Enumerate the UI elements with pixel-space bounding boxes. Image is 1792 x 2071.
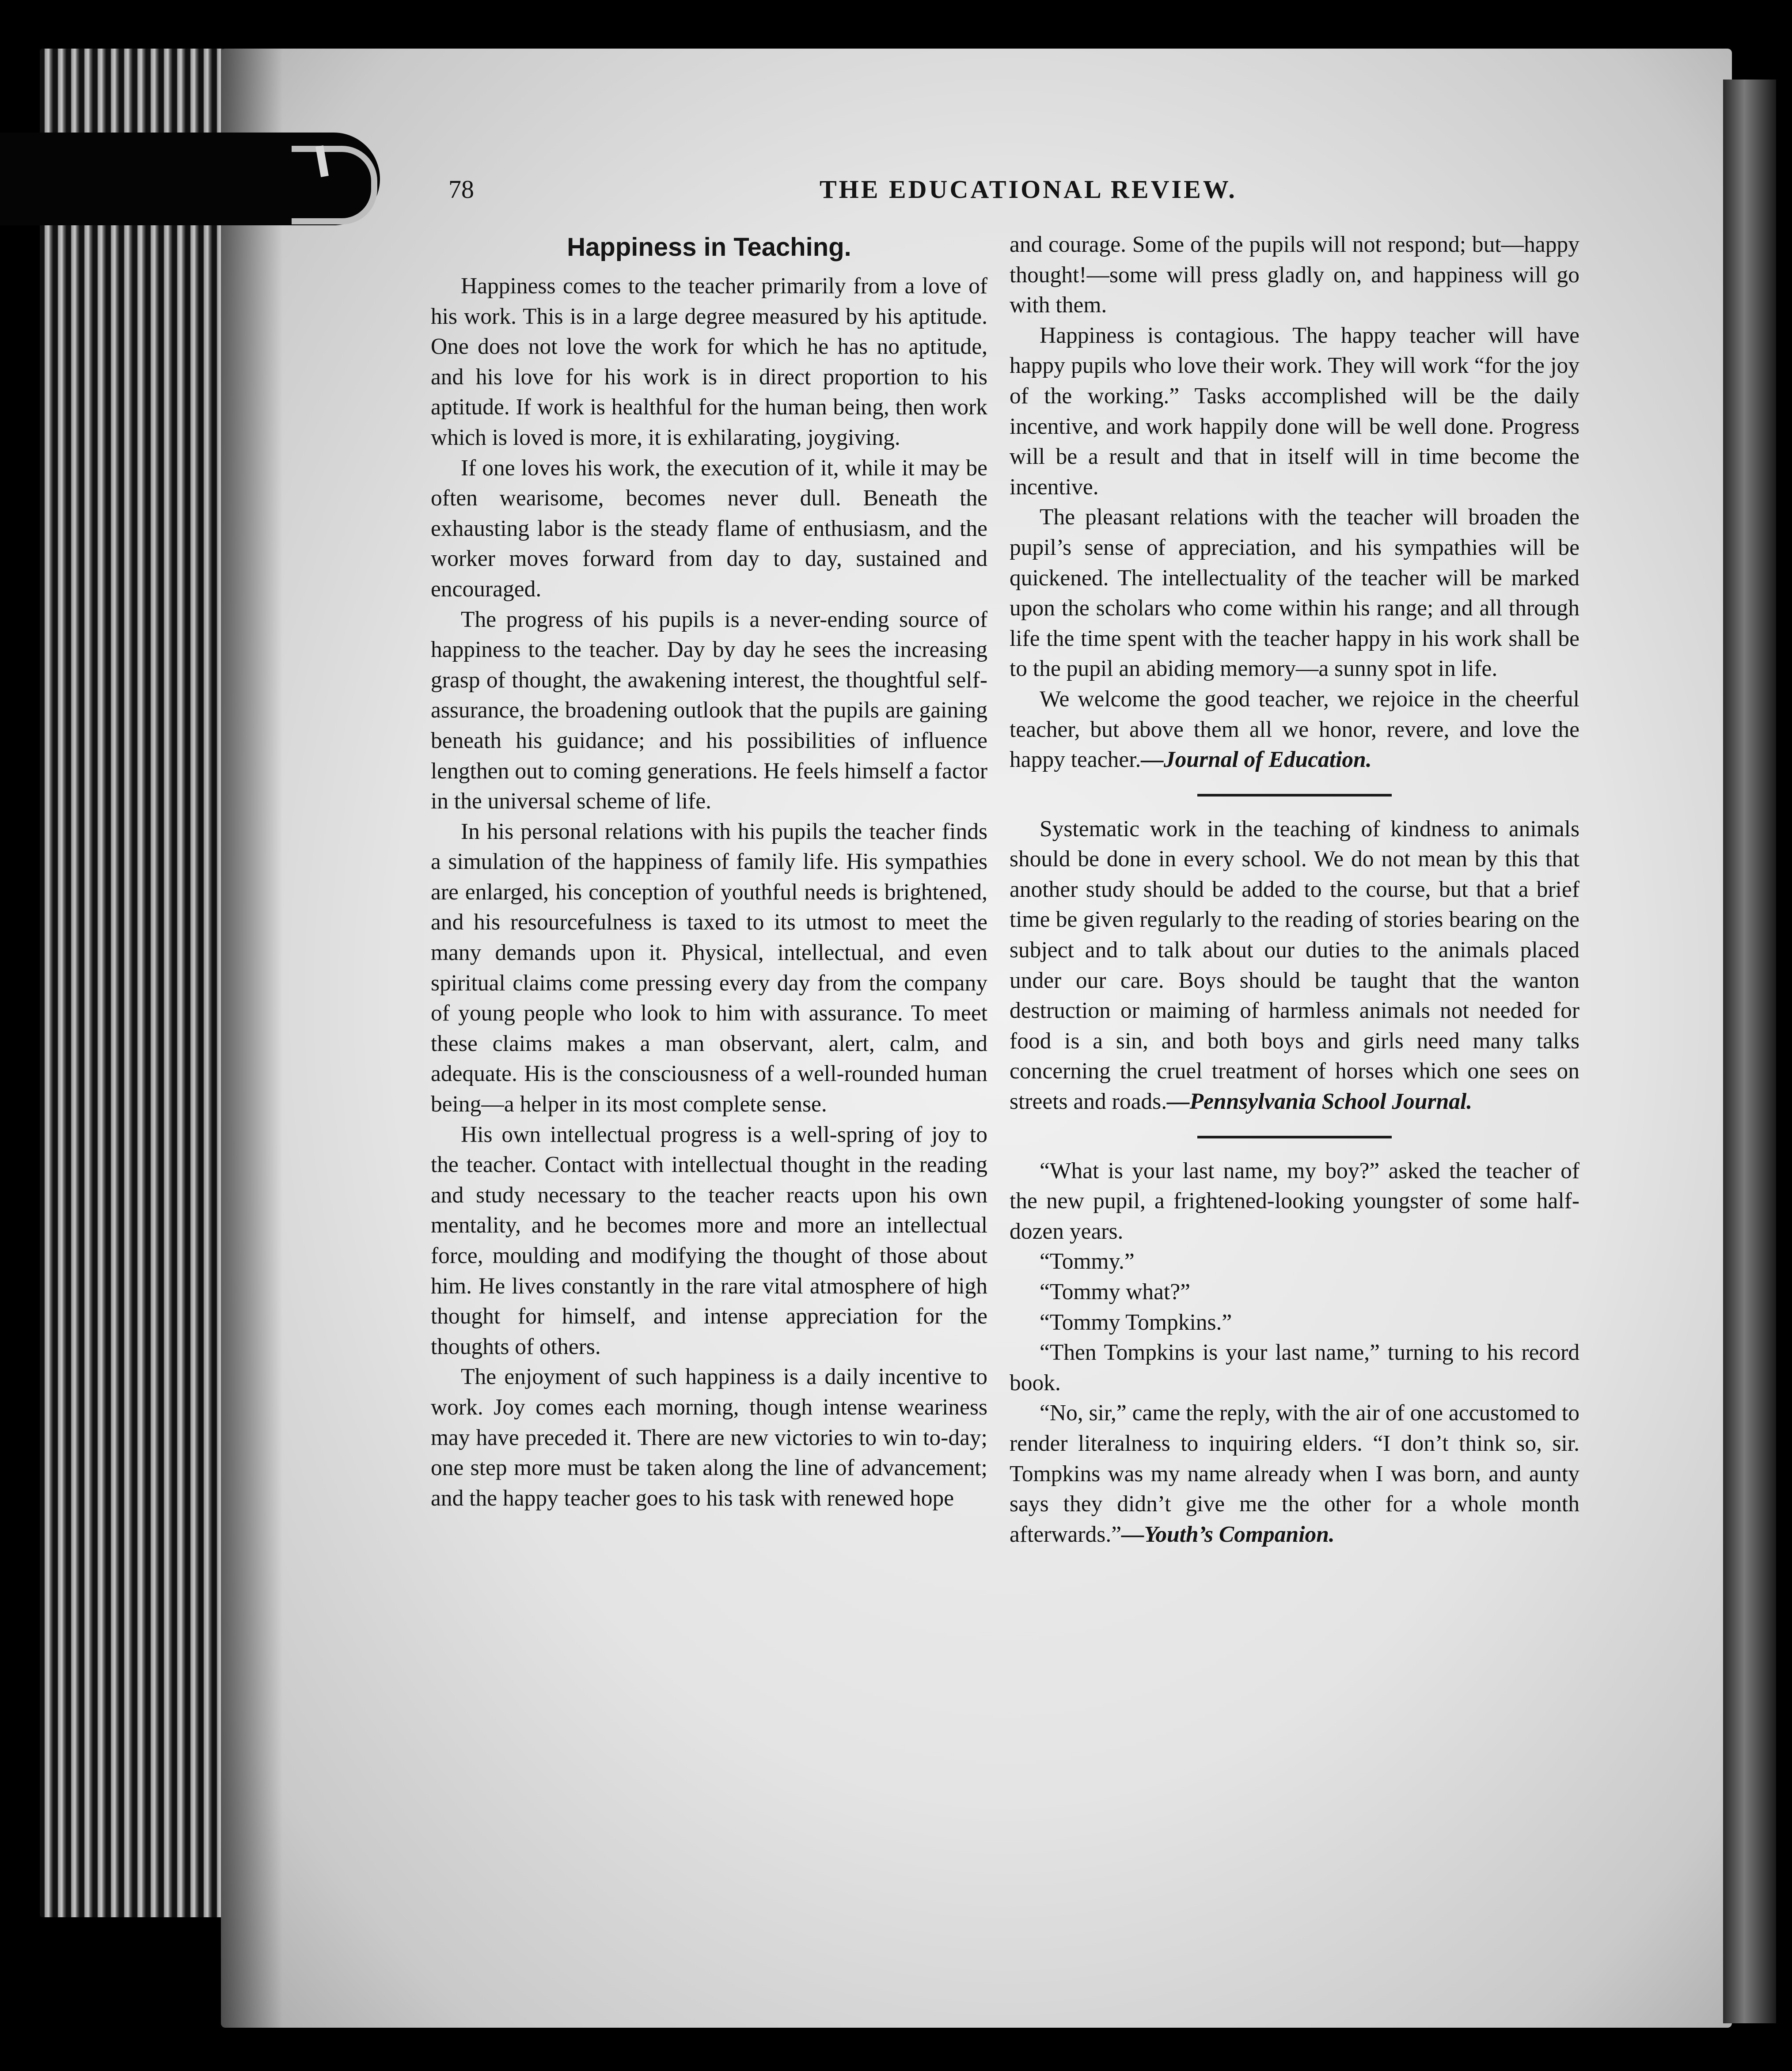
paragraph: “Then Tompkins is your last name,” turning to his record book. <box>1010 1340 1579 1396</box>
paragraph: His own intellectual progress is a well-spring of joy to the teacher. Contact with intellectual thought in the reading and study necessary to the teacher reacts upon his own mentality, and he becomes more and more an intellectual force, moulding and modifying the thought of those about him. He lives constantly in the rare vital atmosphere of high thought for himself, and intense appreciation for the thoughts of others. <box>431 1122 987 1359</box>
source-citation: —Journal of Education. <box>1141 747 1372 773</box>
paragraph: “Tommy Tompkins.” <box>1040 1309 1232 1335</box>
source-citation: —Pennsylvania School Journal. <box>1167 1089 1473 1115</box>
page-header <box>448 174 1606 214</box>
article-title: Happiness in Teaching. <box>567 233 851 262</box>
paragraph: The pleasant relations with the teacher will broaden the pupil’s sense of appreciation, and his sympathies will be quickened. The intellectuality of the teacher will be marked upon the scholars who come within his range; and all through life the time spent with the teacher happy in his work shall be to the pupil an abiding memory—a sunny spot in life. <box>1010 504 1579 682</box>
page-number: 78 <box>448 175 474 204</box>
left-column <box>431 230 987 1513</box>
right-column <box>1010 230 1579 1550</box>
paragraph: “Tommy.” <box>1040 1249 1135 1274</box>
paragraph-text: Systematic work in the teaching of kindness to animals should be done in every school. We do not mean by this that another study should be added to the course, but that a brief time be given regularly to the reading of stories bearing on the subject and to talk about our duties to the animals placed under our care. Boys should be taught that the wanton destruction or maiming of harmless animals not needed for food is a sin, and both boys and girls need many talks concerning the cruel treatment of horses which one sees on streets and roads. <box>1010 816 1579 1115</box>
paragraph: The progress of his pupils is a never-ending source of happiness to the teacher. Day by day he sees the increasing grasp of thought, the awakening interest, the thoughtful self-assurance, the broadening outlook that the pupils are gaining beneath his guidance; and his possibilities of influence lengthen out to coming generations. He feels himself a factor in the universal scheme of life. <box>431 607 987 814</box>
paragraph: “What is your last name, my boy?” asked the teacher of the new pupil, a frightened-looking youngster of some half-dozen years. <box>1010 1158 1579 1244</box>
paragraph-continued: and courage. Some of the pupils will not respond; but—happy thought!—some will press gladly on, and happiness will go with them. <box>1010 232 1579 318</box>
paragraph: Happiness is contagious. The happy teacher will have happy pupils who love their work. They will work “for the joy of the working.” Tasks accomplished will be the daily incentive, and work happily done will be well done. Progress will be a result and that in itself will in time become the incentive. <box>1010 322 1579 500</box>
facing-page-edge <box>1723 80 1776 2023</box>
book-page-stack <box>40 49 247 1917</box>
paragraph <box>1010 1398 1579 1550</box>
paragraph <box>1010 814 1579 1117</box>
running-title: THE EDUCATIONAL REVIEW. <box>820 175 1237 204</box>
gutter-shadow <box>221 49 283 2028</box>
paragraph-text: “No, sir,” came the reply, with the air of one accustomed to render literalness to inquiring elders. “I don’t think so, sir. Tompkins was my name already when I was born, and aunty says they didn’t give me the other for a whole month afterwards.” <box>1010 1400 1579 1547</box>
paragraph: In his personal relations with his pupils the teacher finds a simulation of the happiness of family life. His sympathies are enlarged, his conception of youthful needs is brightened, and his resourcefulness is taxed to its utmost to meet the many demands upon it. Physical, intellectual, and even spiritual claims come pressing every day from the company of young people who look to him with assurance. To meet these claims makes a man observant, alert, calm, and adequate. His is the consciousness of a well-rounded human being—a helper in its most complete sense. <box>431 819 987 1117</box>
paragraph <box>1010 684 1579 775</box>
paragraph: Happiness comes to the teacher primarily from a love of his work. This is in a large degree measured by his aptitude. One does not love the work for which he has no aptitude, and his love for his work is in direct proportion to his aptitude. If work is healthful for the human being, then work which is loved is more, it is exhilarating, joygiving. <box>431 273 987 450</box>
section-divider <box>1197 1136 1392 1138</box>
paragraph: If one loves his work, the execution of it, while it may be often wearisome, becomes never dull. Beneath the exhausting labor is the steady flame of enthusiasm, and the worker moves forward from day to day, sustained and encouraged. <box>431 455 987 602</box>
paragraph: “Tommy what?” <box>1040 1279 1191 1305</box>
paragraph: The enjoyment of such happiness is a daily incentive to work. Joy comes each morning, though intense weariness may have preceded it. There are new victories to win to-day; one step more must be taken along the line of advancement; and the happy teacher goes to his task with renewed hope <box>431 1364 987 1511</box>
section-divider <box>1197 794 1392 797</box>
source-citation: —Youth’s Companion. <box>1121 1521 1335 1547</box>
paragraph-text: We welcome the good teacher, we rejoice in the cheerful teacher, but above them all we honor, revere, and love the happy teacher. <box>1010 686 1579 773</box>
page-clip-ring <box>292 146 377 224</box>
